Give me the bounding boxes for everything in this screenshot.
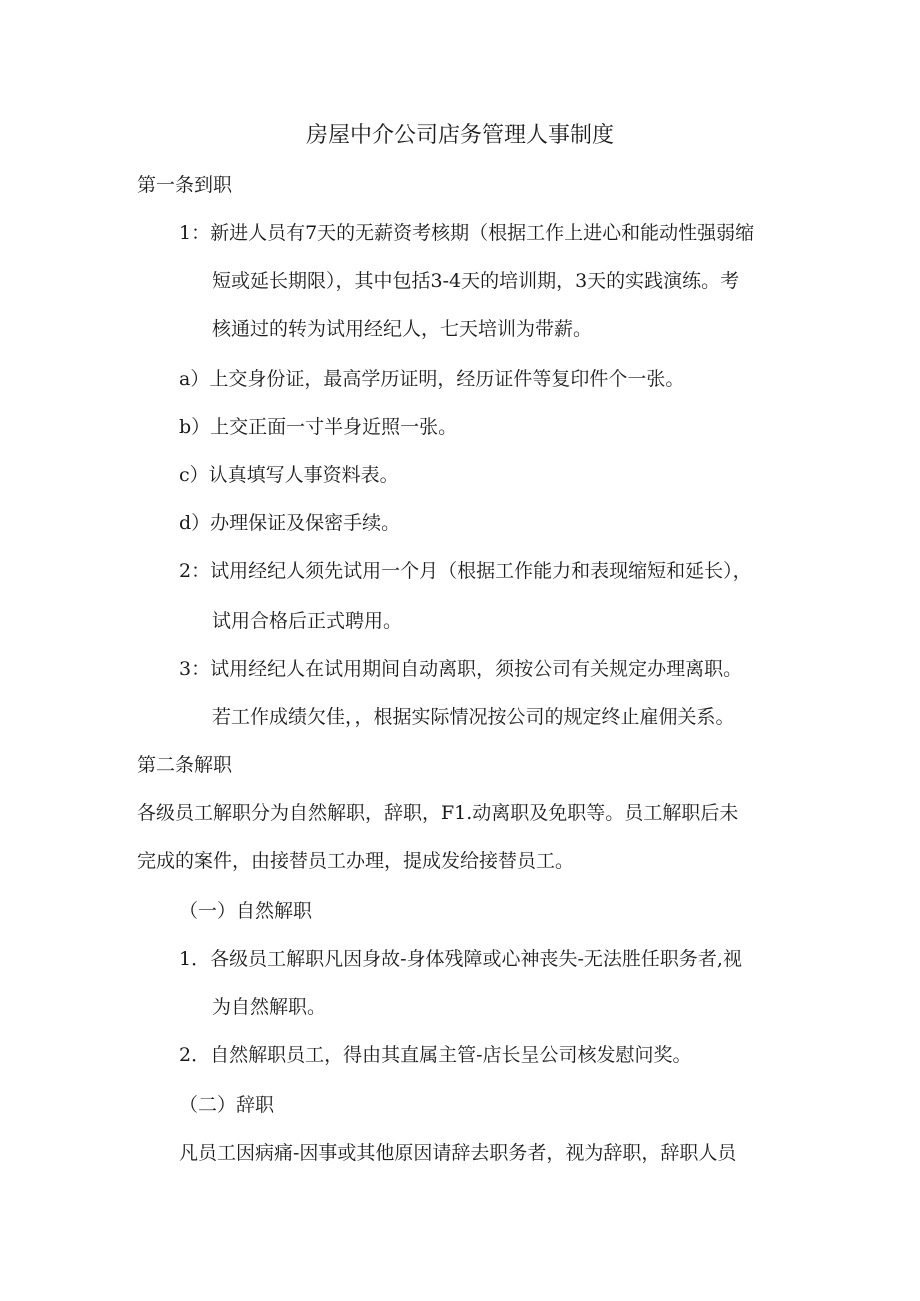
paragraph-line: 为自然解职。 (212, 996, 327, 1018)
paragraph-line: 若工作成绩欠佳，，根据实际情况按公司的规定终止雇佣关系。 (212, 706, 735, 728)
list-item: c）认真填写人事资料表。 (179, 464, 399, 486)
paragraph-line: 各级员工解职分为自然解职，辞职，F1.动离职及免职等。员工解职后未 (137, 802, 739, 824)
paragraph-line: 完成的案件，由接替员工办理，提成发给接替员工。 (137, 850, 575, 872)
paragraph-line: 短或延长期限），其中包括3-4天的培训期，3天的实践演练。考 (212, 270, 740, 292)
list-item: a）上交身份证，最高学历证明，经历证件等复印件个一张。 (179, 368, 685, 390)
paragraph-line: 3：试用经纪人在试用期间自动离职，须按公司有关规定办理离职。 (179, 658, 743, 680)
paragraph-line: 核通过的转为试用经纪人，七天培训为带薪。 (212, 318, 593, 340)
paragraph-line: 1．各级员工解职凡因身故-身体残障或心神丧失-无法胜任职务者,视 (179, 948, 742, 970)
section-heading: 第一条到职 (137, 174, 233, 196)
list-item: d）办理保证及保密手续。 (179, 512, 401, 534)
subsection-heading: （一）自然解职 (179, 900, 313, 922)
section-heading: 第二条解职 (137, 754, 233, 776)
paragraph-line: 2．自然解职员工，得由其直属主管-店长呈公司核发慰问奖。 (179, 1044, 692, 1066)
paragraph-line: 2：试用经纪人须先试用一个月（根据工作能力和表现缩短和延长）， (179, 560, 752, 582)
document-title: 房屋中介公司店务管理人事制度 (305, 123, 614, 148)
subsection-heading: （二）辞职 (179, 1094, 275, 1116)
paragraph-line: 1：新进人员有7天的无薪资考核期（根据工作上进心和能动性强弱缩 (179, 222, 755, 244)
paragraph-line: 试用合格后正式聘用。 (212, 610, 403, 632)
paragraph-line: 凡员工因病痛-因事或其他原因请辞去职务者，视为辞职，辞职人员 (179, 1142, 737, 1164)
list-item: b）上交正面一寸半身近照一张。 (179, 416, 458, 438)
